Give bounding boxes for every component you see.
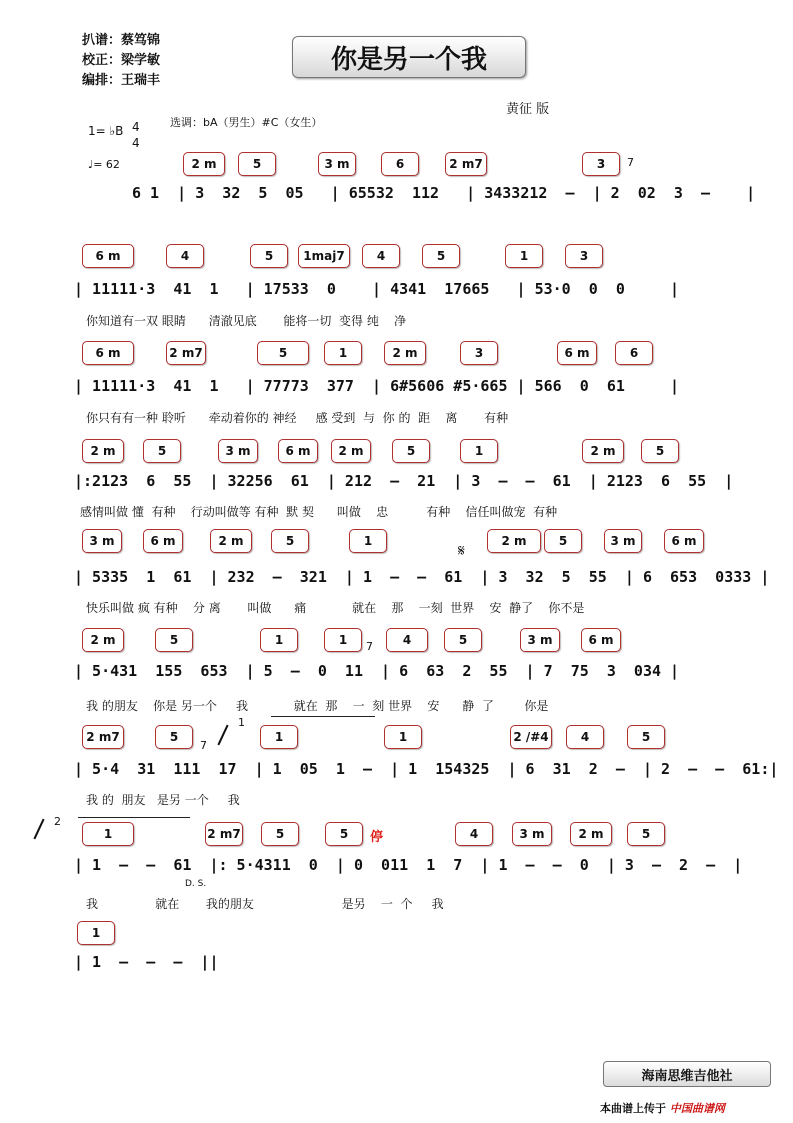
chord-box: 1: [505, 244, 543, 268]
key-signature: 1= ♭B: [88, 124, 124, 138]
chord-box: 2 m7: [82, 725, 124, 749]
chord-box: 5: [422, 244, 460, 268]
chord-box: 4: [455, 822, 493, 846]
chord-box: 5: [641, 439, 679, 463]
notation-row: | 5335 1 61 | 232 – 321 | 1 – – 61 | 3 32 5 55 | 6 653 0333 |: [74, 568, 770, 586]
chord-box: 3 m: [512, 822, 552, 846]
song-title: 你是另一个我: [292, 36, 526, 78]
second-ending-number: 2: [54, 815, 61, 828]
time-signature-bottom: 4: [132, 136, 140, 150]
site-logo[interactable]: 中国曲谱网: [669, 1102, 725, 1115]
first-ending-number: 1: [238, 716, 245, 729]
arranger-credit: 编排：王瑞丰: [82, 73, 161, 88]
chord-box: 1maj7: [298, 244, 350, 268]
notation-row: | 11111·3 41 1 | 77773 377 | 6#5606 #5·665 | 566 0 61 |: [74, 377, 680, 395]
chord-box: 5: [261, 822, 299, 846]
chord-box: 1: [260, 628, 298, 652]
lyrics-row: 快乐叫做 疯 有种 分 离 叫做 痛 就在 那 一刻 世界 安 静了 你不是: [86, 601, 585, 615]
upload-note: [600, 1100, 725, 1116]
chord-box: 2 m: [210, 529, 252, 553]
segno-icon: 𝄋: [458, 541, 465, 560]
tie-line: [271, 716, 375, 717]
stop-label: 停: [370, 830, 384, 845]
chord-box: 6 m: [278, 439, 318, 463]
chord-box: 5: [392, 439, 430, 463]
second-ending-bracket: [78, 817, 190, 818]
chord-box: 4: [566, 725, 604, 749]
chord-box: 2 m: [384, 341, 426, 365]
chord-box: 6 m: [581, 628, 621, 652]
chord-box: 6 m: [664, 529, 704, 553]
notation-row: | 5·431 155 653 | 5 – 0 11 | 6 63 2 55 | 7 75 3 034 |: [74, 662, 680, 680]
key-choice: 选调：bA（男生）#C（女生）: [170, 116, 323, 129]
chord-extension-mark: 7: [627, 156, 634, 169]
chord-box: 1: [349, 529, 387, 553]
ds-mark: D. S.: [185, 879, 207, 889]
chord-box: 1: [82, 822, 134, 846]
chord-box: 2 m: [487, 529, 541, 553]
chord-box: 3 m: [218, 439, 258, 463]
chord-box: 2 m: [570, 822, 612, 846]
chord-box: 3: [582, 152, 620, 176]
chord-box: 3: [565, 244, 603, 268]
chord-box: 6 m: [557, 341, 597, 365]
lyrics-row: 感情叫做 懂 有种 行动叫做等 有种 默 契 叫做 忠 有种 信任叫做宠 有种: [80, 505, 558, 519]
lyrics-row: 你只有有一种 聆听 牵动着你的 神经 感 受到 与 你 的 距 离 有种: [86, 411, 509, 425]
chord-box: 1: [460, 439, 498, 463]
lyrics-row: 我 的朋友 你是 另一个 我 就在 那 一 刻 世界 安 静 了 你是: [86, 699, 549, 713]
chord-box: 1: [324, 341, 362, 365]
notation-row: |:2123 6 55 | 32256 61 | 212 – 21 | 3 – – 61 | 2123 6 55 |: [74, 472, 734, 490]
upload-prefix: 本曲谱上传于: [600, 1102, 666, 1115]
chord-box: 2 m: [331, 439, 371, 463]
notation-row: 6 1 | 3 32 5 05 | 65532 112 | 3433212 – | 2 02 3 – |: [132, 184, 756, 202]
chord-box: 5: [238, 152, 276, 176]
chord-box: 1: [324, 628, 362, 652]
notation-row: | 5·4 31 111 17 | 1 05 1 – | 1 154325 | 6 31 2 – | 2 – – 61:|: [74, 760, 779, 778]
chord-box: 2 m: [82, 439, 124, 463]
notation-row: | 1 – – 61 |: 5·4311 0 | 0 011 1 7 | 1 – – 0 | 3 – 2 – |: [74, 856, 743, 874]
chord-box: 2 m7: [166, 341, 206, 365]
chord-box: 2 m: [82, 628, 124, 652]
chord-box: 5: [627, 725, 665, 749]
chord-box: 5: [271, 529, 309, 553]
chord-box: 4: [386, 628, 428, 652]
chord-box: 2 m7: [205, 822, 243, 846]
chord-box: 5: [627, 822, 665, 846]
tempo-marking: ♩= 62: [88, 158, 120, 171]
chord-extension-mark: 7: [200, 739, 207, 752]
chord-box: 1: [260, 725, 298, 749]
chord-box: 2 /#4: [510, 725, 552, 749]
chord-box: 5: [250, 244, 288, 268]
time-signature-top: 4: [132, 120, 140, 134]
chord-box: 6: [381, 152, 419, 176]
ending-slash: [217, 725, 228, 746]
chord-box: 6 m: [82, 341, 134, 365]
chord-box: 5: [444, 628, 482, 652]
chord-box: 5: [544, 529, 582, 553]
lyrics-row: 我 就在 我的朋友 是另 一 个 我: [86, 897, 444, 911]
transcriber-credit: 扒谱：蔡笃锦: [82, 33, 161, 48]
publisher-badge: 海南思维吉他社: [603, 1061, 771, 1087]
lyrics-row: 我 的 朋友 是另 一个 我: [86, 793, 240, 807]
chord-box: 1: [384, 725, 422, 749]
chord-box: 6 m: [82, 244, 134, 268]
chord-box: 3: [460, 341, 498, 365]
chord-box: 5: [155, 628, 193, 652]
chord-box: 4: [166, 244, 204, 268]
version-label: 黄征 版: [506, 102, 550, 117]
chord-box: 3 m: [318, 152, 356, 176]
chord-box: 2 m7: [445, 152, 487, 176]
chord-box: 4: [362, 244, 400, 268]
chord-box: 3 m: [82, 529, 122, 553]
chord-box: 2 m: [183, 152, 225, 176]
proofreader-credit: 校正：梁学敏: [82, 53, 161, 68]
chord-box: 6: [615, 341, 653, 365]
chord-box: 1: [77, 921, 115, 945]
notation-row: | 1 – – – ||: [74, 953, 219, 971]
chord-box: 5: [155, 725, 193, 749]
chord-box: 3 m: [604, 529, 642, 553]
chord-box: 5: [325, 822, 363, 846]
chord-box: 2 m: [582, 439, 624, 463]
chord-box: 5: [257, 341, 309, 365]
lyrics-row: 你知道有一双 眼睛 清澈见底 能将一切 变得 纯 净: [86, 314, 407, 328]
chord-box: 5: [143, 439, 181, 463]
chord-extension-mark: 7: [366, 640, 373, 653]
notation-row: | 11111·3 41 1 | 17533 0 | 4341 17665 | 53·0 0 0 |: [74, 280, 680, 298]
ending-slash: [33, 819, 44, 840]
chord-box: 3 m: [520, 628, 560, 652]
chord-box: 6 m: [143, 529, 183, 553]
